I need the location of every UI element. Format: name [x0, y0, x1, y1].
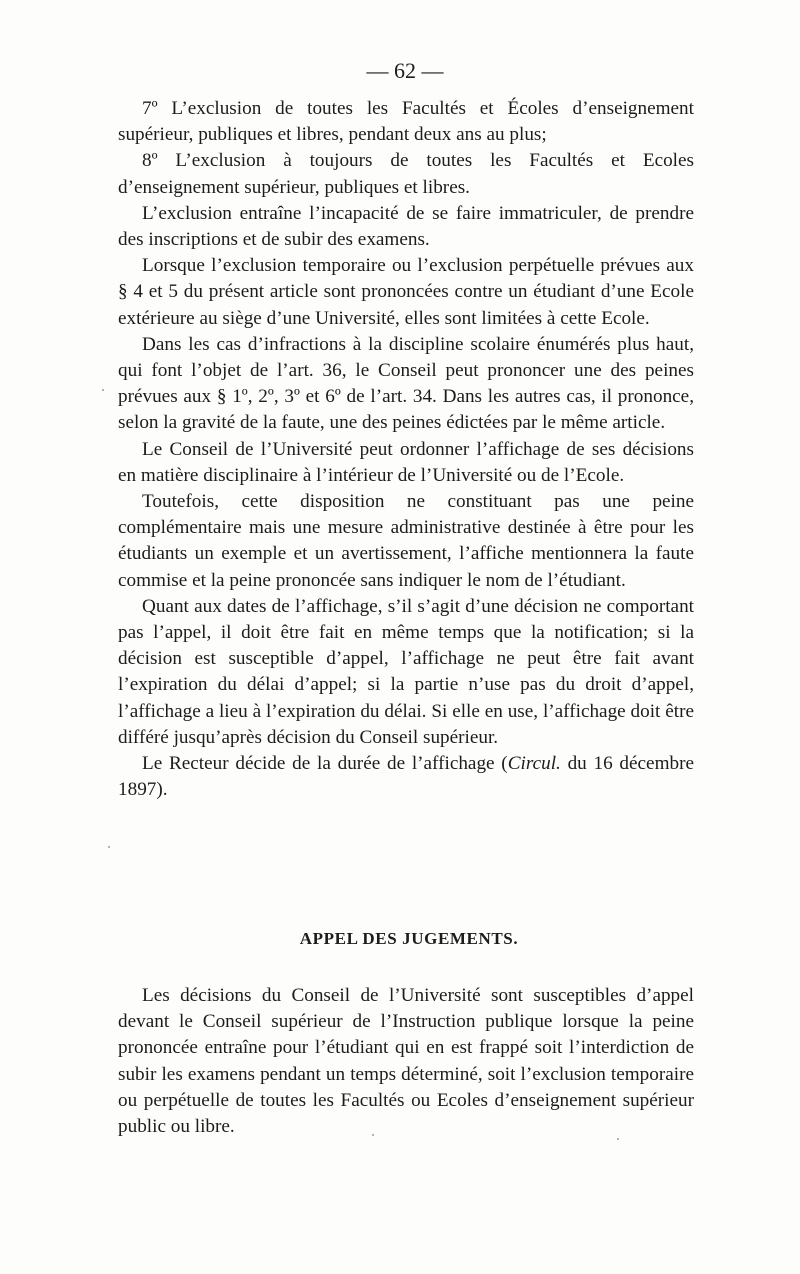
paragraph-exclusion-7: 7º L’exclusion de toutes les Facultés et Écoles d’enseignement supérieur, publiques et libres, pendant deux ans au plus; [118, 98, 694, 146]
paragraph-exclusion-8: 8º L’exclusion à toujours de toutes les Facultés et Ecoles d’enseignement supérieur, publiques et libres. [118, 150, 694, 198]
section-body [118, 983, 694, 1140]
section-heading: APPEL DES JUGEMENTS. [299, 929, 519, 948]
paper-speck [102, 389, 104, 391]
paragraph-posting: Le Conseil de l’Université peut ordonner l’affichage de ses décisions en matière disciplinaire à l’intérieur de l’Université ou de l’Ecole. [118, 438, 694, 486]
paper-speck [372, 1134, 374, 1136]
body-text [118, 96, 694, 803]
page-number: — 62 — [366, 58, 444, 83]
paragraph-rector [118, 751, 694, 803]
paper-speck [617, 1138, 619, 1140]
paragraph-external-school: Lorsque l’exclusion temporaire ou l’exclusion perpétuelle prévues aux § 4 et 5 du présent article sont prononcées contre un étudiant d’une Ecole extérieure au siège d’une Université, elles sont limitées à cette Ecole. [118, 255, 694, 329]
paragraph-appeal: Les décisions du Conseil de l’Université sont susceptibles d’appel devant le Conseil supérieur de l’Instruction publique lorsque la peine prononcée entraîne pour l’étudiant qui en est frappé soit l’interdiction de subir les examens pendant un temps déterminé, soit l’exclusion temporaire ou perpétuelle de toutes les Facultés ou Ecoles d’enseignement supérieur public ou libre. [118, 985, 694, 1138]
paper-speck [108, 846, 110, 848]
rector-text-after: du 16 décembre 1897). [118, 753, 694, 801]
paragraph-exclusion-effects: L’exclusion entraîne l’incapacité de se faire immatriculer, de prendre des inscriptions et de subir des examens. [118, 202, 694, 251]
paragraph-however: Toutefois, cette disposition ne constituant pas une peine complémentaire mais une mesure administrative destinée à être pour les étudiants un exemple et un avertissement, l’affiche mentionnera la faute commise et la peine prononcée sans indiquer le nom de l’étudiant. [118, 491, 694, 591]
circular-reference: Circul. [507, 753, 561, 775]
rector-text-before: Le Recteur décide de la durée de l’affichage ( [142, 753, 508, 775]
paragraph-infractions: Dans les cas d’infractions à la discipline scolaire énumérés plus haut, qui font l’objet de l’art. 36, le Conseil peut prononcer une des peines prévues aux § 1º, 2º, 3º et 6º de l’art. 34. Dans les autres cas, il prononce, selon la gravité de la faute, une des peines édictées par le même article. [118, 333, 694, 434]
paragraph-dates: Quant aux dates de l’affichage, s’il s’agit d’une décision ne comportant pas l’appel, il doit être fait en même temps que la notification; si la décision est susceptible d’appel, l’affichage ne peut être fait avant l’expiration du délai d’appel; si la partie n’use pas du droit d’appel, l’affichage a lieu à l’expiration du délai. Si elle en use, l’affichage doit être différé jusqu’après décision du Conseil supérieur. [118, 595, 694, 748]
